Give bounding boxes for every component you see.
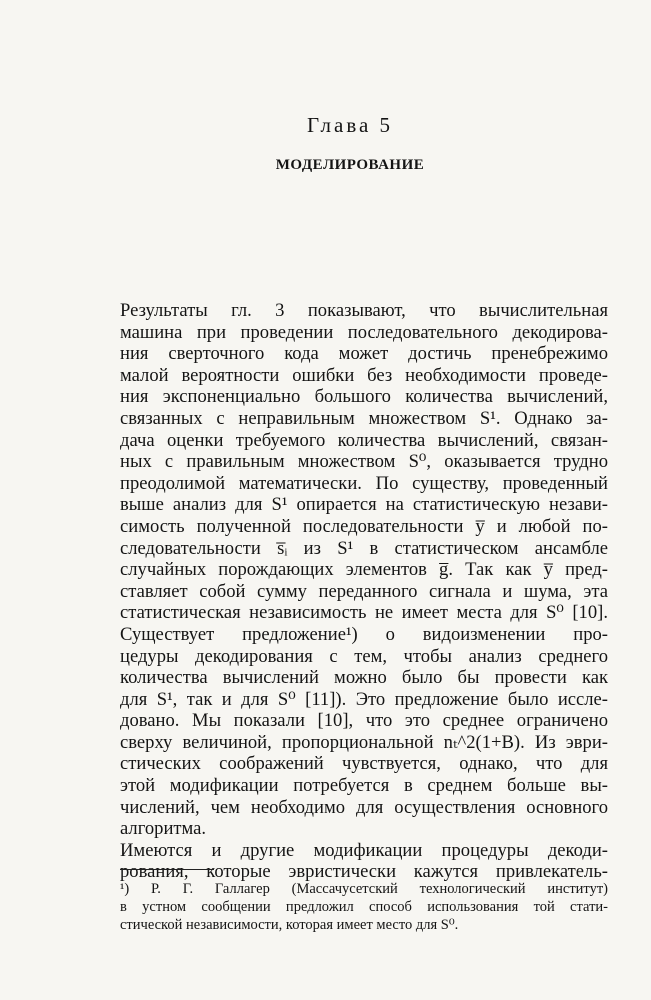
- text-line: статистическая независимость не имеет места для S⁰ [10].: [120, 602, 608, 624]
- text-line: Имеются и другие модификации процедуры декоди-: [120, 839, 608, 861]
- text-line: дача оценки требуемого количества вычислений, связан-: [120, 429, 608, 451]
- text-line: преодолимой математически. По существу, проведенный: [120, 472, 608, 494]
- footnote-line: в устном сообщении предложил способ использования той стати-: [120, 899, 608, 915]
- chapter-heading: Глава 5: [306, 113, 394, 137]
- text-line: этой модификации потребуется в среднем больше вы-: [120, 775, 608, 797]
- footnote-divider: [120, 869, 214, 870]
- text-line: симость полученной последовательности y̅ и любой по-: [120, 515, 608, 537]
- text-line: сверху величиной, пропорциональной nₜ^2(1+B). Из эври-: [120, 731, 608, 753]
- text-line: цедуры декодирования с тем, чтобы анализ среднего: [120, 645, 608, 667]
- text-line: довано. Мы показали [10], что это среднее ограничено: [120, 710, 608, 732]
- text-line: для S¹, так и для S⁰ [11]). Это предложение было иссле-: [120, 688, 608, 710]
- text-line: Существует предложение¹) о видоизменении про-: [120, 623, 608, 645]
- footnote-line: ¹) Р. Г. Галлагер (Массачусетский технологический институт): [120, 881, 608, 897]
- footnote: [120, 880, 608, 934]
- text-line: рования, которые эвристически кажутся привлекатель-: [120, 861, 608, 883]
- text-line: ния сверточного кода может достичь пренебрежимо: [120, 343, 608, 365]
- text-line: малой вероятности ошибки без необходимости проведе-: [120, 364, 608, 386]
- text-line: машина при проведении последовательного декодирова-: [120, 321, 608, 343]
- text-line: выше анализ для S¹ опирается на статистическую незави-: [120, 494, 608, 516]
- text-line: ставляет собой сумму переданного сигнала и шума, эта: [120, 580, 608, 602]
- text-line: алгоритма.: [120, 818, 207, 840]
- footnote-line: стической независимости, которая имеет место для S⁰.: [120, 917, 459, 933]
- text-line: числений, чем необходимо для осуществления основного: [120, 796, 608, 818]
- paragraph-3: [120, 840, 608, 883]
- text-line: ния экспоненциально большого количества вычислений,: [120, 386, 608, 408]
- text-line: связанных с неправильным множеством S¹. Однако за-: [120, 407, 608, 429]
- text-line: Результаты гл. 3 показывают, что вычислительная: [120, 300, 608, 321]
- text-line: следовательности s̅ᵢ из S¹ в статистическом ансамбле: [120, 537, 608, 559]
- main-text: [120, 300, 608, 883]
- chapter-title: МОДЕЛИРОВАНИЕ: [275, 157, 425, 173]
- text-line: случайных порождающих элементов g̅. Так как y̅ пред-: [120, 559, 608, 581]
- paragraph-2: [120, 624, 608, 840]
- text-line: стических соображений чувствуется, однако, что для: [120, 753, 608, 775]
- text-line: количества вычислений можно было бы провести как: [120, 667, 608, 689]
- text-line: ных с правильным множеством S⁰, оказывается трудно: [120, 451, 608, 473]
- paragraph-1: [120, 300, 608, 624]
